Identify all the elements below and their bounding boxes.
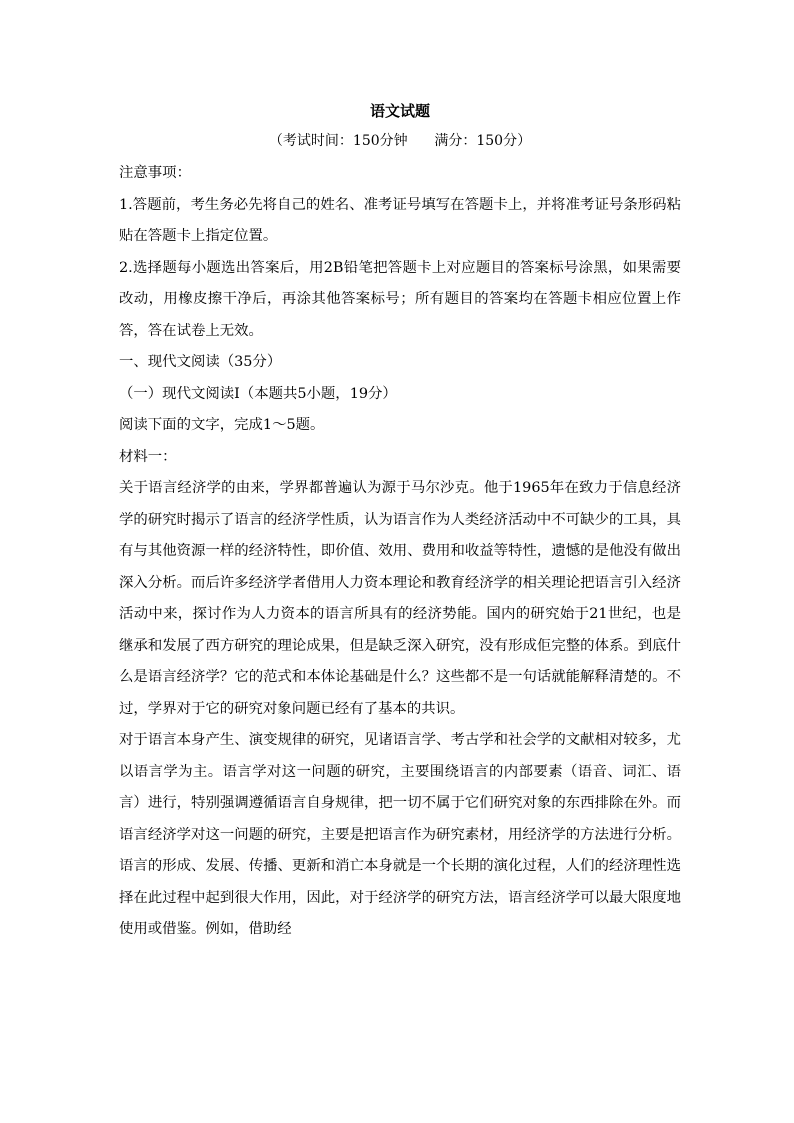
exam-subtitle: （考试时间：150分钟 满分：150分） [268,133,532,149]
exam-page [119,98,681,946]
reading-instruction: 阅读下面的文字，完成1～5题。 [119,417,325,433]
notice-item-2: 2.选择题每小题选出答案后，用2B铅笔把答题卡上对应题目的答案标号涂黑，如果需要改动，用橡皮擦干净后，再涂其他答案标号；所有题目的答案均在答题卡相应位置上作答，答在试卷上无效。 [119,259,681,339]
notice-heading: 注意事项： [119,165,191,181]
exam-title: 语文试题 [369,102,430,120]
section-heading: 一、现代文阅读（35分） [119,354,282,370]
subsection-heading: （一）现代文阅读Ⅰ（本题共5小题，19分） [119,385,397,402]
material-label: 材料一： [119,448,177,465]
notice-item-1: 1.答题前，考生务必先将自己的姓名、准考证号填写在答题卡上，并将准考证号条形码粘贴在答题卡上指定位置。 [119,196,681,244]
material-paragraph-1: 关于语言经济学的由来，学界都普遍认为源于马尔沙克。他于1965年在致力于信息经济学的研究时揭示了语言的经济学性质，认为语言作为人类经济活动中不可缺少的工具，具有与其他资源一样的经济特性，即价值、效用、费用和收益等特性，遗憾的是他没有做出深入分析。而后许多经济学者借用人力资本理论和教育经济学的相关理论把语言引入经济活动中来，探讨作为人力资本的语言所具有的经济势能。国内的研究始于21世纪，也是继承和发展了西方研究的理论成果，但是缺乏深入研究，没有形成佢完整的体系。到底什么是语言经济学？它的范式和本体论基础是什么？这些都不是一句话就能解释清楚的。不过，学界对于它的研究对象问题已经有了基本的共识。 [119,480,681,717]
material-paragraph-2: 对于语言本身产生、演变规律的研究，见诸语言学、考古学和社会学的文献相对较多，尤以语言学为主。语言学对这一问题的研究，主要围绕语言的内部要素（语音、词汇、语言）进行，特别强调遵循语言自身规律，把一切不属于它们研究对象的东西排除在外。而语言经济学对这一问题的研究，主要是把语言作为研究素材，用经济学的方法进行分析。语言的形成、发展、传播、更新和消亡本身就是一个长期的演化过程，人们的经济理性选择在此过程中起到很大作用，因此，对于经济学的研究方法，语言经济学可以最大限度地使用或借鉴。例如，借助经 [119,732,681,937]
